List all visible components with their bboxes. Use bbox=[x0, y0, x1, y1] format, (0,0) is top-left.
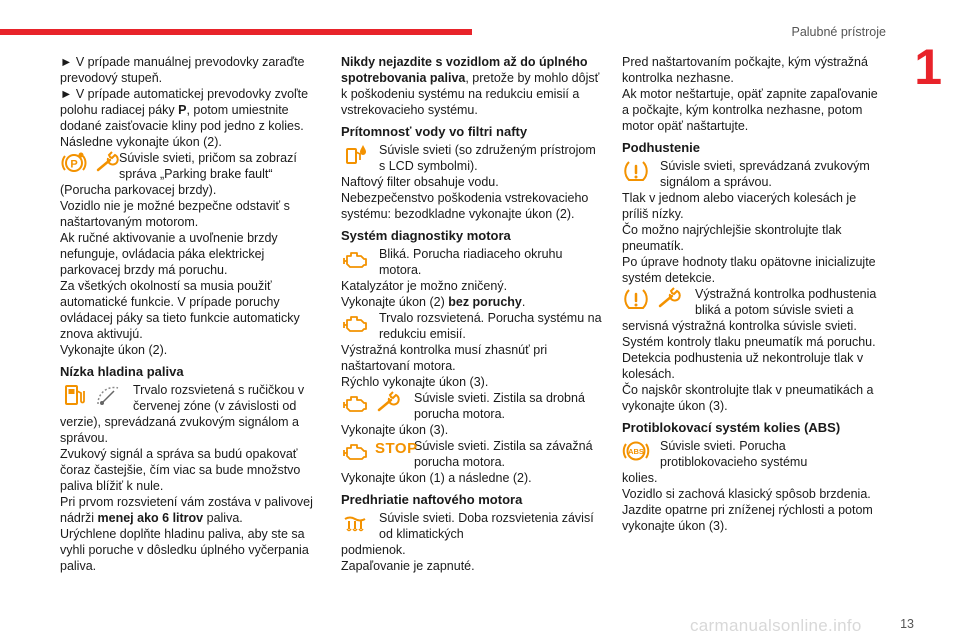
chapter-number: 1 bbox=[914, 39, 942, 95]
paragraph: kolies. bbox=[622, 471, 658, 485]
under-inflation-warning bbox=[622, 158, 884, 190]
section-heading: Prítomnosť vody vo filtri nafty bbox=[341, 124, 528, 139]
paragraph: Urýchlene doplňte hladinu paliva, aby ste sa vyhli poruche v dôsledku úplného vyčerpania paliva. bbox=[60, 527, 309, 573]
paragraph: (Porucha parkovacej brzdy). bbox=[60, 183, 217, 197]
engine-icon bbox=[341, 390, 369, 416]
paragraph: Po úprave hodnoty tlaku opätovne inicializujte systém detekcie. bbox=[622, 255, 876, 285]
icon-description: Bliká. Porucha riadiaceho okruhu motora. bbox=[379, 247, 563, 277]
paragraph: Detekcia podhustenia už nekontroluje tlak v kolesách. bbox=[622, 351, 864, 381]
wrench-icon bbox=[656, 286, 684, 312]
paragraph: Zvukový signál a správa sa budú opakovať čoraz častejšie, čím viac sa bude množstvo paliva blížiť k nule. bbox=[60, 447, 301, 493]
paragraph: servisná výstražná kontrolka súvisle svieti. bbox=[622, 319, 857, 333]
engine-minor-fault bbox=[341, 390, 603, 422]
under-inflation-fault bbox=[622, 286, 884, 318]
abs-icon-label: ABS bbox=[628, 447, 644, 456]
paragraph: ► V prípade automatickej prevodovky zvoľte polohu radiacej páky P, potom umiestnite dodané zaisťovacie kliny pod jedno z kolies. bbox=[60, 87, 309, 133]
paragraph: Výstražná kontrolka musí zhasnúť pri naštartovaní motora. bbox=[341, 343, 548, 373]
engine-icon bbox=[341, 246, 369, 272]
paragraph: Jazdite opatrne pri zníženej rýchlosti a potom vykonajte úkon (3). bbox=[622, 503, 873, 533]
icon-description: Výstražná kontrolka podhustenia bliká a potom súvisle svieti a bbox=[695, 287, 877, 317]
icon-description: Trvalo rozsvietená s ručičkou v červenej zóne (v závislosti od bbox=[133, 383, 305, 413]
paragraph: Rýchlo vykonajte úkon (3). bbox=[341, 375, 489, 389]
paragraph: Katalyzátor je možno zničený. bbox=[341, 279, 508, 293]
paragraph: Vykonajte úkon (1) a následne (2). bbox=[341, 471, 532, 485]
tyre-pressure-icon bbox=[622, 158, 650, 184]
paragraph: Ak ručné aktivovanie a uvoľnenie brzdy nefunguje, ovládacia páka elektrickej parkovacej brzdy má poruchu. bbox=[60, 231, 278, 277]
icon-description: Súvisle svieti. Doba rozsvietenia závisí od klimatických bbox=[379, 511, 594, 541]
icon-description: Súvisle svieti. Porucha protiblokovacieho systému bbox=[660, 439, 808, 469]
fuel-gauge-icon bbox=[94, 382, 122, 408]
page-number: 13 bbox=[900, 617, 914, 631]
paragraph: Vozidlo nie je možné bezpečne odstaviť s naštartovaným motorom. bbox=[60, 199, 290, 229]
paragraph: Čo možno najrýchlejšie skontrolujte tlak pneumatík. bbox=[622, 223, 842, 253]
column-1 bbox=[60, 54, 322, 574]
column-3 bbox=[622, 54, 884, 534]
paragraph: Ak motor neštartuje, opäť zapnite zapaľovanie a počkajte, kým kontrolka nezhasne, potom motor opäť naštartujte. bbox=[622, 87, 878, 133]
paragraph: ► V prípade manuálnej prevodovky zaraďte prevodový stupeň. bbox=[60, 55, 305, 85]
water-in-fuel-icon bbox=[341, 142, 369, 168]
column-2 bbox=[341, 54, 603, 574]
section-heading: Systém diagnostiky motora bbox=[341, 228, 511, 243]
svg-text:P: P bbox=[70, 158, 78, 171]
icon-description: Trvalo rozsvietená. Porucha systému na redukciu emisií. bbox=[379, 311, 602, 341]
paragraph: Pred naštartovaním počkajte, kým výstražná kontrolka nezhasne. bbox=[622, 55, 868, 85]
water-in-diesel-warning bbox=[341, 142, 603, 174]
stop-warning-icon: STOP bbox=[375, 440, 418, 457]
icon-description: Súvisle svieti, pričom sa zobrazí správa „Parking brake fault“ bbox=[119, 151, 297, 181]
paragraph: Tlak v jednom alebo viacerých kolesách je príliš nízky. bbox=[622, 191, 857, 221]
paragraph: Nebezpečenstvo poškodenia vstrekovacieho systému: bezodkladne vykonajte úkon (2). bbox=[341, 191, 589, 221]
wrench-icon bbox=[375, 390, 403, 416]
section-heading: Protiblokovací systém kolies (ABS) bbox=[622, 420, 841, 435]
page-header-title: Palubné prístroje bbox=[791, 25, 886, 39]
paragraph: Vykonajte úkon (2) bez poruchy. bbox=[341, 295, 526, 309]
paragraph: Následne vykonajte úkon (2). bbox=[60, 135, 222, 149]
tyre-pressure-icon bbox=[622, 286, 650, 312]
engine-major-fault bbox=[341, 438, 603, 470]
low-fuel-warning bbox=[60, 382, 322, 414]
parking-brake-warning bbox=[60, 150, 322, 182]
glow-plug-icon bbox=[341, 510, 369, 536]
paragraph: Systém kontroly tlaku pneumatík má poruchu. bbox=[622, 335, 876, 349]
engine-icon bbox=[341, 438, 369, 464]
engine-diagnostic-steady bbox=[341, 310, 603, 342]
engine-icon bbox=[341, 310, 369, 336]
engine-diagnostic-flashing bbox=[341, 246, 603, 278]
paragraph: podmienok. bbox=[341, 543, 406, 557]
paragraph: Nikdy nejazdite s vozidlom až do úplného spotrebovania paliva, pretože by mohlo dôjsť k poškodeniu systému na redukciu emisií a vstrekovacieho systému. bbox=[341, 55, 600, 117]
section-heading: Nízka hladina paliva bbox=[60, 364, 184, 379]
section-heading: Predhriatie naftového motora bbox=[341, 492, 523, 507]
paragraph: Zapaľovanie je zapnuté. bbox=[341, 559, 475, 573]
paragraph: Čo najskôr skontrolujte tlak v pneumatikách a vykonajte úkon (3). bbox=[622, 383, 874, 413]
header-accent-bar bbox=[0, 29, 472, 35]
paragraph: Vykonajte úkon (3). bbox=[341, 423, 449, 437]
icon-description: Súvisle svieti (so združeným prístrojom s LCD symbolmi). bbox=[379, 143, 596, 173]
paragraph: verzie), sprevádzaná zvukovým signálom a správou. bbox=[60, 415, 299, 445]
abs-icon bbox=[622, 438, 650, 464]
icon-description: Súvisle svieti. Zistila sa závažná porucha motora. bbox=[414, 439, 593, 469]
icon-description: Súvisle svieti. Zistila sa drobná porucha motora. bbox=[414, 391, 585, 421]
diesel-preheating bbox=[341, 510, 603, 542]
icon-description: Súvisle svieti, sprevádzaná zvukovým signálom a správou. bbox=[660, 159, 870, 189]
parking-brake-warning-icon bbox=[60, 150, 88, 176]
fuel-pump-icon bbox=[60, 382, 88, 408]
paragraph: Vykonajte úkon (2). bbox=[60, 343, 168, 357]
section-heading: Podhustenie bbox=[622, 140, 701, 155]
paragraph: Vozidlo si zachová klasický spôsob brzdenia. bbox=[622, 487, 871, 501]
watermark: carmanualsonline.info bbox=[690, 616, 862, 635]
wrench-icon bbox=[94, 150, 122, 176]
paragraph: Za všetkých okolností sa musia použiť automatické funkcie. V prípade poruchy ovládacej páky sa tieto funkcie automaticky znova aktivujú. bbox=[60, 279, 300, 341]
paragraph: Naftový filter obsahuje vodu. bbox=[341, 175, 499, 189]
abs-warning bbox=[622, 438, 884, 470]
paragraph: Pri prvom rozsvietení vám zostáva v palivovej nádrži menej ako 6 litrov paliva. bbox=[60, 495, 313, 525]
